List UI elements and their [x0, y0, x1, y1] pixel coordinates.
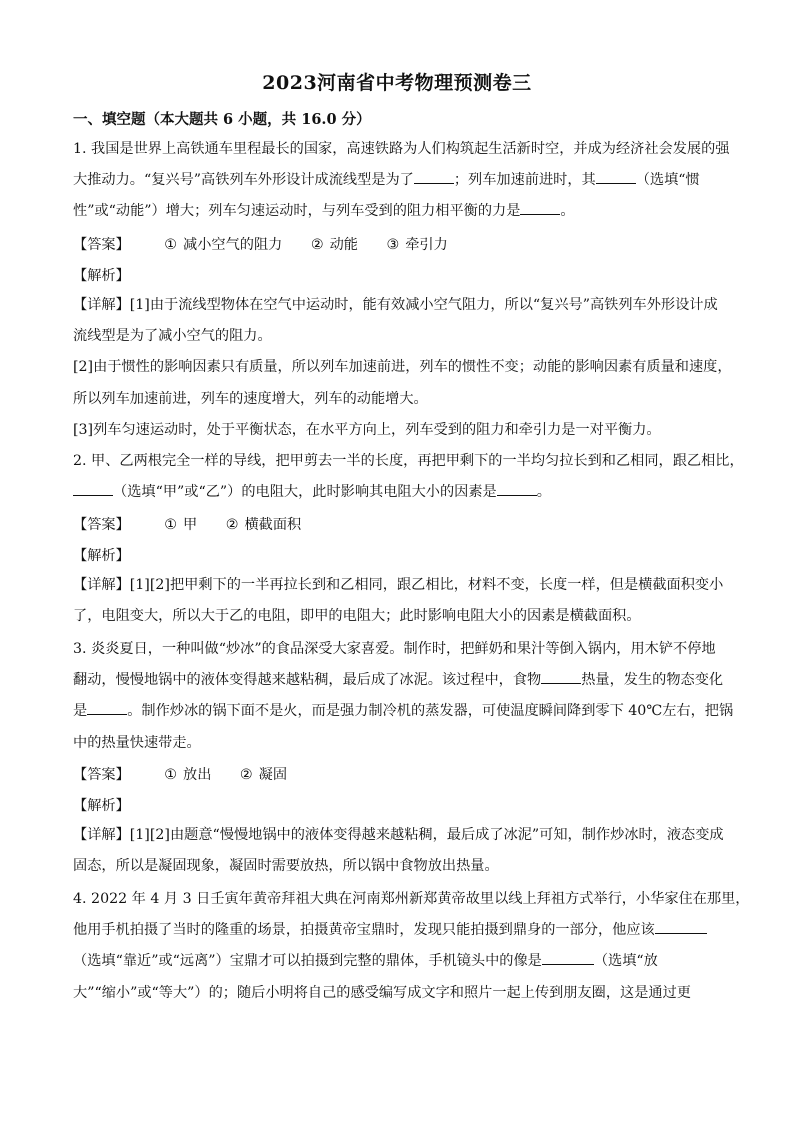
- analysis-label: 【解析】: [73, 548, 130, 564]
- question-3-line: 是 。制作炒冰的锅下面不是火，而是强力制冷机的蒸发器，可使温度瞬间降到零下 40℃左右，把锅: [73, 696, 733, 727]
- answer-label: 【答案】: [73, 237, 130, 253]
- detail-line: 【详解】[1][2]把甲剩下的一半再拉长到和乙相同，跟乙相比，材料不变，长度一样，但是横截面积变小: [73, 577, 724, 593]
- question-4-line: 大”“缩小”或“等大”）的；随后小明将自己的感受编写成文字和照片一起上传到朋友圈，这是通过更: [73, 984, 691, 1001]
- answer-blank: [520, 200, 560, 215]
- answer-number: ②: [310, 237, 324, 253]
- question-1-detail: [73, 290, 733, 446]
- answer-value: 牵引力: [405, 237, 448, 253]
- detail-line: 所以列车加速前进，列车的速度增大，列车的动能增大。: [73, 390, 428, 407]
- answer-number: ①: [164, 517, 178, 533]
- answer-number: ①: [164, 237, 178, 253]
- answer-value: 甲: [183, 517, 198, 533]
- question-3-answer: [73, 764, 311, 784]
- question-1-line: 大推动力。“复兴号”高铁列车外形设计成流线型是为了 ；列车加速前进时，其 （选填“惯: [73, 165, 733, 196]
- answer-value: 横截面积: [244, 517, 302, 533]
- answer-number: ②: [239, 767, 253, 783]
- section-heading: 一、填空题（本大题共 6 小题，共 16.0 分）: [73, 111, 371, 128]
- answer-value: 放出: [183, 767, 212, 783]
- question-1-line: 1. 我国是世界上高铁通车里程最长的国家，高速铁路为人们构筑起生活新时空，并成为经济社会发展的强: [73, 141, 730, 157]
- detail-line: [2]由于惯性的影响因素只有质量，所以列车加速前进，列车的惯性不变；动能的影响因素有质量和速度，: [73, 359, 732, 376]
- question-4-line: （选填“靠近”或“远离”）宝鼎才可以拍摄到完整的鼎体，手机镜头中的像是 （选填“放: [73, 946, 733, 977]
- detail-line: 【详解】[1][2]由题意“慢慢地锅中的液体变得越来越粘稠，最后成了冰泥”可知，制作炒冰时，液态变成: [73, 827, 724, 843]
- detail-line: [3]列车匀速运动时，处于平衡状态，在水平方向上，列车受到的阻力和牵引力是一对平衡力。: [73, 421, 661, 438]
- question-2-line: （选填“甲”或“乙”）的电阻大，此时影响其电阻大小的因素是 。: [73, 477, 733, 508]
- question-3: [73, 634, 733, 759]
- document-title: 2023河南省中考物理预测卷三: [262, 72, 532, 94]
- answer-value: 动能: [329, 237, 358, 253]
- answer-blank: [497, 481, 537, 496]
- analysis-label: 【解析】: [73, 798, 130, 814]
- answer-blank: [87, 700, 127, 715]
- answer-number: ③: [386, 237, 400, 253]
- detail-line: 固态，所以是凝固现象，凝固时需要放热，所以锅中食物放出热量。: [73, 858, 499, 875]
- answer-blank: [414, 169, 454, 184]
- question-4: [73, 884, 750, 1009]
- answer-number: ①: [164, 767, 178, 783]
- question-4-line: 他用手机拍摄了当时的隆重的场景，拍摄黄帝宝鼎时，发现只能拍摄到鼎身的一部分，他应该: [73, 915, 733, 946]
- detail-line: 了，电阻变大，所以大于乙的电阻，即甲的电阻大；此时影响电阻大小的因素是横截面积。: [73, 608, 641, 625]
- question-1-line: 性”或“动能”）增大；列车匀速运动时，与列车受到的阻力相平衡的力是 。: [73, 196, 733, 227]
- answer-blank: [655, 919, 707, 934]
- answer-label: 【答案】: [73, 767, 130, 783]
- detail-line: 【详解】[1]由于流线型物体在空气中运动时，能有效减小空气阻力，所以“复兴号”高铁列车外形设计成: [73, 297, 718, 313]
- question-3-line: 3. 炎炎夏日，一种叫做“炒冰”的食品深受大家喜爱。制作时，把鲜奶和果汁等倒入锅内，用木铲不停地: [73, 641, 716, 657]
- answer-number: ②: [225, 517, 239, 533]
- question-1-answer: [73, 234, 472, 254]
- answer-blank: [73, 481, 113, 496]
- answer-blank: [596, 169, 636, 184]
- answer-blank: [541, 669, 581, 684]
- question-2-detail: [73, 570, 733, 632]
- answer-value: 凝固: [258, 767, 288, 783]
- answer-value: 减小空气的阻力: [183, 237, 283, 253]
- question-4-line: 4. 2022 年 4 月 3 日壬寅年黄帝拜祖大典在河南郑州新郑黄帝故里以线上拜祖方式举行，小华家住在那里，: [73, 891, 750, 907]
- analysis-label: 【解析】: [73, 268, 130, 284]
- question-3-detail: [73, 820, 733, 882]
- question-3-line: 中的热量快速带走。: [73, 734, 201, 751]
- question-1: [73, 134, 733, 228]
- question-2-line: 2. 甲、乙两根完全一样的导线，把甲剪去一半的长度，再把甲剩下的一半均匀拉长到和乙相同，跟乙相比，: [73, 453, 744, 469]
- answer-blank: [542, 950, 594, 965]
- question-2: [73, 446, 744, 508]
- answer-label: 【答案】: [73, 517, 130, 533]
- question-2-answer: [73, 514, 325, 534]
- detail-line: 流线型是为了减小空气的阻力。: [73, 328, 272, 345]
- question-3-line: 翻动，慢慢地锅中的液体变得越来越粘稠，最后成了冰泥。该过程中，食物 热量，发生的物态变化: [73, 665, 733, 696]
